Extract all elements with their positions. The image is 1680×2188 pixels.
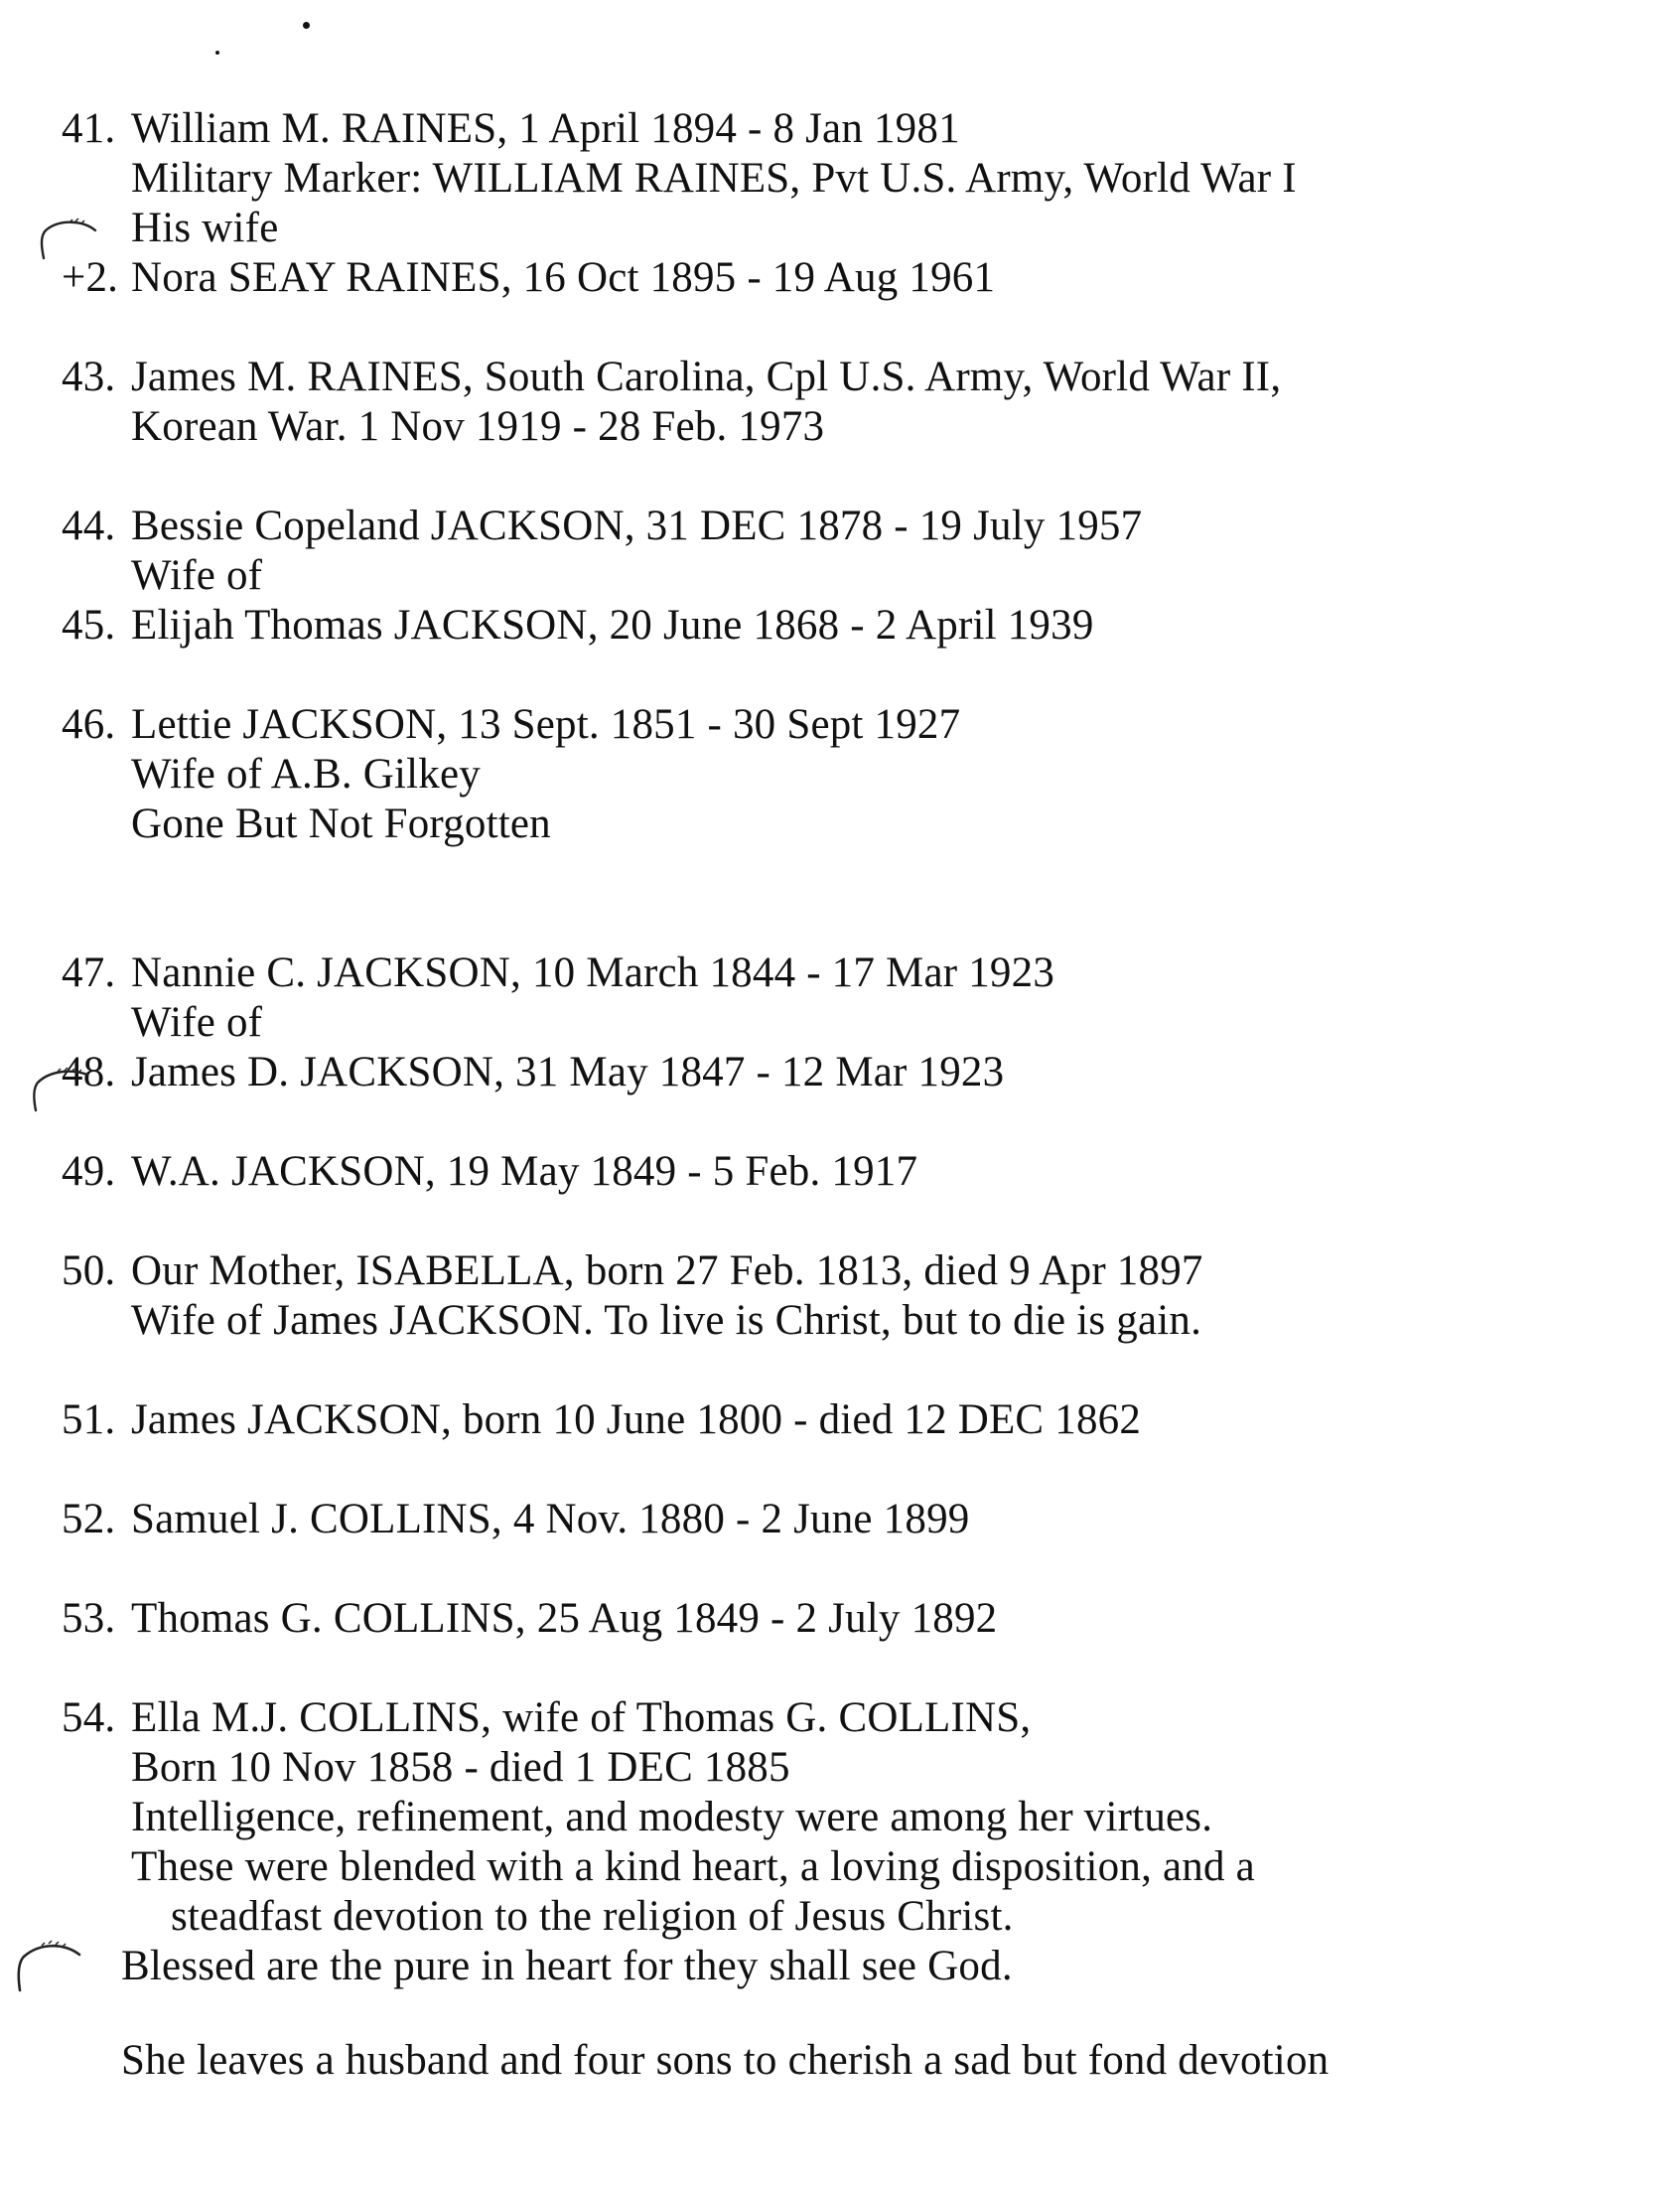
entry-53-line-1: 53. Thomas G. COLLINS, 25 Aug 1849 - 2 July 1892 [62, 1595, 998, 1642]
entry-43-line-2: Korean War. 1 Nov 1919 - 28 Feb. 1973 [131, 403, 825, 450]
margin-mark [28, 1065, 97, 1124]
entry-44-line-1: 44. Bessie Copeland JACKSON, 31 DEC 1878 - 19 July 1957 [62, 503, 1143, 549]
entry-number: 54. [62, 1694, 116, 1741]
entry-number: 48. [62, 1049, 116, 1095]
entry-41-line-1: 41. William M. RAINES, 1 April 1894 - 8 Jan 1981 [62, 105, 960, 152]
entry-number: 53. [62, 1595, 116, 1642]
margin-mark [36, 217, 105, 282]
entry-54-line-2: Born 10 Nov 1858 - died 1 DEC 1885 [131, 1744, 790, 1791]
entry-54-line-5: steadfast devotion to the religion of Jesus Christ. [171, 1893, 1014, 1940]
entry-47-line-2: Wife of [131, 999, 263, 1046]
entry-number: 52. [62, 1496, 116, 1542]
ink-speck [303, 22, 310, 29]
entry-number: 45. [62, 602, 116, 649]
entry-number: 49. [62, 1148, 116, 1195]
entry-50-line-1: 50. Our Mother, ISABELLA, born 27 Feb. 1813, died 9 Apr 1897 [62, 1247, 1203, 1294]
entry-number: 43. [62, 354, 116, 400]
entry-49-line-1: 49. W.A. JACKSON, 19 May 1849 - 5 Feb. 1917 [62, 1148, 918, 1195]
entry-50-line-2: Wife of James JACKSON. To live is Christ, but to die is gain. [131, 1297, 1202, 1344]
ink-speck [215, 51, 219, 55]
entry-45-line-1: 45. Elijah Thomas JACKSON, 20 June 1868 - 2 April 1939 [62, 602, 1094, 649]
entry-43-line-1: 43. James M. RAINES, South Carolina, Cpl U.S. Army, World War II, [62, 354, 1282, 400]
entry-54-line-3: Intelligence, refinement, and modesty were among her virtues. [131, 1794, 1213, 1840]
entry-46-line-2: Wife of A.B. Gilkey [131, 751, 481, 798]
entry-54-line-6: Blessed are the pure in heart for they shall see God. [121, 1943, 1013, 1989]
entry-number: 46. [62, 701, 116, 748]
entry-41-line-2: Military Marker: WILLIAM RAINES, Pvt U.S. Army, World War I [131, 155, 1297, 202]
entry-51-line-1: 51. James JACKSON, born 10 June 1800 - died 12 DEC 1862 [62, 1396, 1142, 1443]
entry-number: 44. [62, 503, 116, 549]
entry-46-line-3: Gone But Not Forgotten [131, 801, 551, 847]
entry-54-line-4: These were blended with a kind heart, a loving disposition, and a [131, 1843, 1255, 1890]
entry-number: 41. [62, 105, 116, 152]
entry-52-line-1: 52. Samuel J. COLLINS, 4 Nov. 1880 - 2 June 1899 [62, 1496, 970, 1542]
entry-44-line-2: Wife of [131, 552, 263, 599]
entry-42-line-1: +2. Nora SEAY RAINES, 16 Oct 1895 - 19 Aug 1961 [62, 254, 996, 301]
entry-number: 47. [62, 949, 116, 996]
entry-48-line-1: 48. James D. JACKSON, 31 May 1847 - 12 Mar 1923 [62, 1049, 1005, 1095]
entry-number: 51. [62, 1396, 116, 1443]
entry-number: +2. [62, 254, 119, 301]
entry-number: 50. [62, 1247, 116, 1294]
entry-41-line-3: His wife [131, 205, 279, 251]
entry-54-line-1: 54. Ella M.J. COLLINS, wife of Thomas G. COLLINS, [62, 1694, 1032, 1741]
entry-46-line-1: 46. Lettie JACKSON, 13 Sept. 1851 - 30 Sept 1927 [62, 701, 961, 748]
margin-mark [10, 1937, 89, 2006]
entry-47-line-1: 47. Nannie C. JACKSON, 10 March 1844 - 17 Mar 1923 [62, 949, 1055, 996]
entry-54-line-7: She leaves a husband and four sons to cherish a sad but fond devotion [121, 2037, 1330, 2084]
